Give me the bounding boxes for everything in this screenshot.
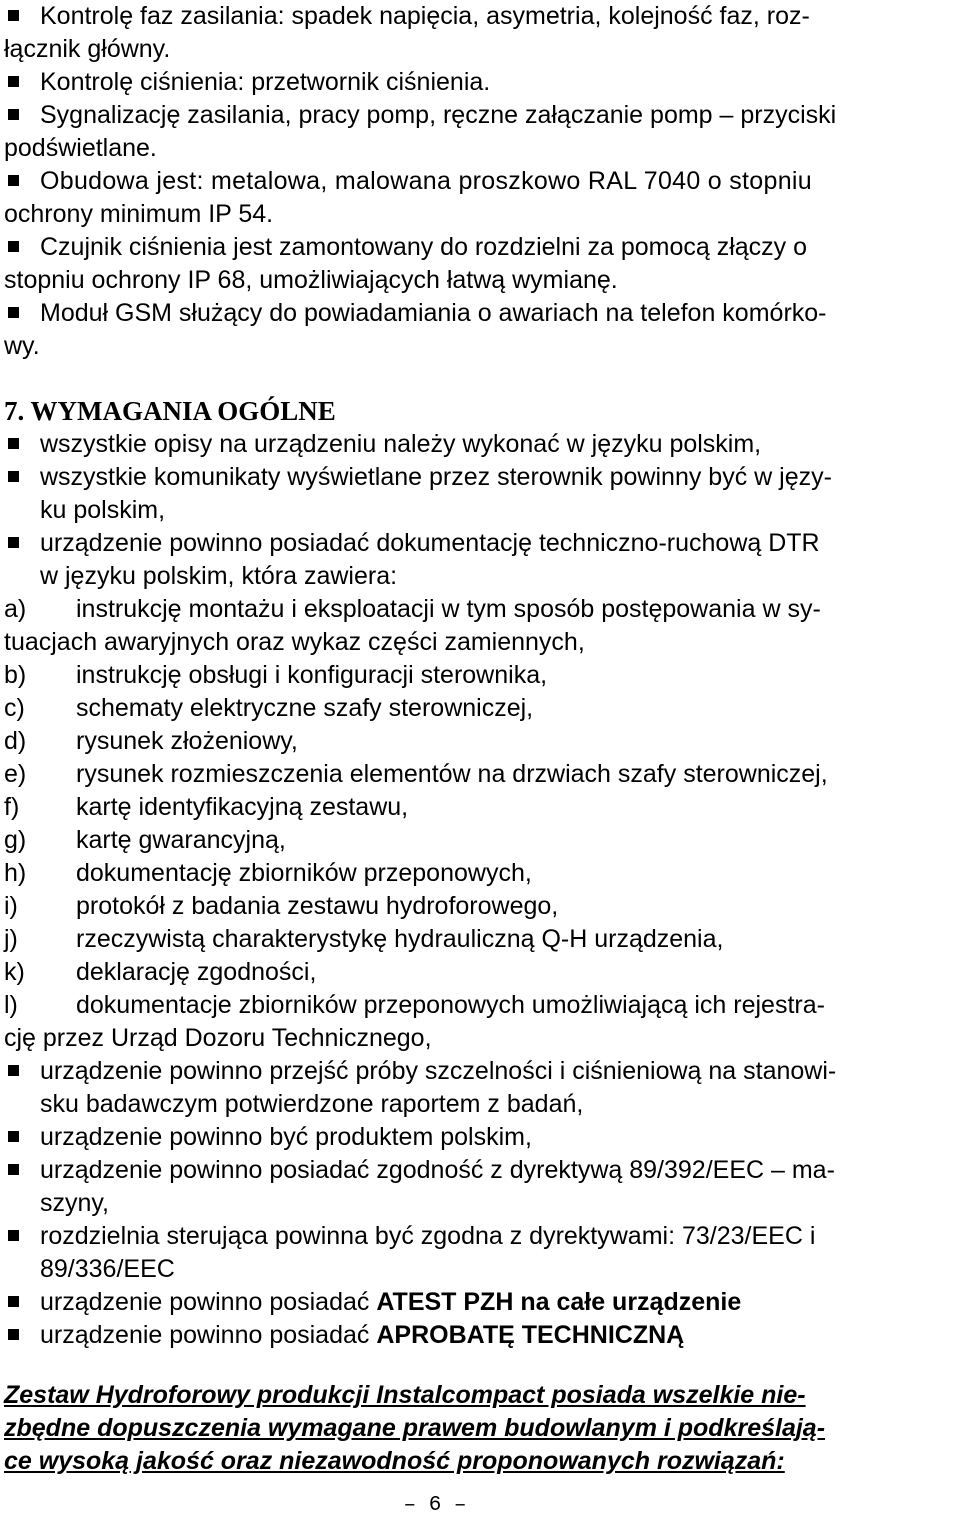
list-item-line: dokumentację zbiorników przeponowych, xyxy=(76,859,532,887)
list-item-line: kartę identyfikacyjną zestawu, xyxy=(76,793,409,821)
bullet-square-icon xyxy=(8,471,19,482)
bullet-square-icon xyxy=(8,241,19,252)
list-item-line: ku polskim, xyxy=(40,496,166,524)
list-item-line: Czujnik ciśnienia jest zamontowany do rozdzielni za pomocą złączy o xyxy=(40,233,808,261)
item-letter: a) xyxy=(4,595,27,623)
bullet-square-icon xyxy=(8,307,19,318)
list-item-line: ochrony minimum IP 54. xyxy=(4,200,274,228)
list-item-line: Moduł GSM służący do powiadamiania o awariach na telefon komórko- xyxy=(40,299,827,327)
list-item-line: rzeczywistą charakterystykę hydrauliczną Q-H urządzenia, xyxy=(76,925,724,953)
list-item-line: rysunek rozmieszczenia elementów na drzwiach szafy sterowniczej, xyxy=(76,760,828,788)
list-item-line: protokół z badania zestawu hydroforowego, xyxy=(76,892,559,920)
bullet-square-icon xyxy=(8,1131,19,1142)
item-letter: b) xyxy=(4,661,27,689)
item-letter: k) xyxy=(4,958,25,986)
list-item-line: schematy elektryczne szafy sterowniczej, xyxy=(76,694,534,722)
list-item-line: Sygnalizację zasilania, pracy pomp, ręczne załączanie pomp – przyciski xyxy=(40,101,837,129)
item-letter: j) xyxy=(4,925,18,953)
list-item-line xyxy=(40,1286,741,1319)
list-item-line: urządzenie powinno posiadać dokumentację techniczno-ruchową DTR xyxy=(40,529,820,557)
item-letter: i) xyxy=(4,892,18,920)
bullet-square-icon xyxy=(8,1164,19,1175)
bullet-square-icon xyxy=(8,1329,19,1340)
list-item-line: kartę gwarancyjną, xyxy=(76,826,286,854)
closing-line: zbędne dopuszczenia wymagane prawem budowlanym i podkreślają- xyxy=(4,1414,826,1442)
bullet-square-icon xyxy=(8,537,19,548)
item-letter: l) xyxy=(4,991,18,1019)
list-item-line: Kontrolę faz zasilania: spadek napięcia, asymetria, kolejność faz, roz- xyxy=(40,2,810,30)
list-item-line: Obudowa jest: metalowa, malowana proszkowo RAL 7040 o stopniu xyxy=(40,167,812,195)
item-letter: g) xyxy=(4,826,27,854)
list-item-line xyxy=(40,1319,684,1352)
list-item-line: wszystkie opisy na urządzeniu należy wykonać w języku polskim, xyxy=(40,430,762,458)
bullet-square-icon xyxy=(8,109,19,120)
item-letter: e) xyxy=(4,760,27,788)
list-item-line: rozdzielnia sterująca powinna być zgodna z dyrektywami: 73/23/EEC i xyxy=(40,1222,816,1250)
list-item-line: rysunek złożeniowy, xyxy=(76,727,298,755)
list-item-line: 89/336/EEC xyxy=(40,1255,175,1283)
list-item-line: wszystkie komunikaty wyświetlane przez sterownik powinny być w języ- xyxy=(40,463,832,491)
list-item-line: tuacjach awaryjnych oraz wykaz części zamiennych, xyxy=(4,628,585,656)
item-letter: h) xyxy=(4,859,27,887)
bold-requirement: ATEST PZH na całe urządzenie xyxy=(376,1288,742,1316)
list-item-line: wy. xyxy=(4,332,40,360)
bullet-square-icon xyxy=(8,438,19,449)
bullet-square-icon xyxy=(8,1230,19,1241)
bullet-square-icon xyxy=(8,10,19,21)
list-item-text: urządzenie powinno posiadać xyxy=(40,1321,377,1349)
list-item-line: dokumentacje zbiorników przeponowych umożliwiającą ich rejestra- xyxy=(76,991,825,1019)
bullet-square-icon xyxy=(8,1065,19,1076)
item-letter: c) xyxy=(4,694,25,722)
list-item-text: urządzenie powinno posiadać xyxy=(40,1288,377,1316)
bold-requirement: APROBATĘ TECHNICZNĄ xyxy=(376,1321,685,1349)
bullet-square-icon xyxy=(8,175,19,186)
list-item-line: urządzenie powinno być produktem polskim, xyxy=(40,1123,532,1151)
list-item-line: Kontrolę ciśnienia: przetwornik ciśnienia. xyxy=(40,68,491,96)
list-item-line: deklarację zgodności, xyxy=(76,958,317,986)
list-item-line: łącznik główny. xyxy=(4,35,171,63)
list-item-line: sku badawczym potwierdzone raportem z badań, xyxy=(40,1090,584,1118)
list-item-line: instrukcję obsługi i konfiguracji sterownika, xyxy=(76,661,548,689)
list-item-line: instrukcję montażu i eksploatacji w tym sposób postępowania w sy- xyxy=(76,595,821,623)
list-item-line: urządzenie powinno przejść próby szczelności i ciśnieniową na stanowi- xyxy=(40,1057,837,1085)
closing-line: Zestaw Hydroforowy produkcji Instalcompact posiada wszelkie nie- xyxy=(4,1381,806,1409)
list-item-line: w języku polskim, która zawiera: xyxy=(40,562,398,590)
bullet-square-icon xyxy=(8,76,19,87)
list-item-line: stopniu ochrony IP 68, umożliwiających łatwą wymianę. xyxy=(4,266,618,294)
page-number: – 6 – xyxy=(403,1494,467,1517)
closing-line: ce wysoką jakość oraz niezawodność proponowanych rozwiązań: xyxy=(4,1447,785,1475)
item-letter: f) xyxy=(4,793,20,821)
section-heading: 7. WYMAGANIA OGÓLNE xyxy=(4,396,336,426)
list-item-line: cję przez Urząd Dozoru Technicznego, xyxy=(4,1024,432,1052)
bullet-square-icon xyxy=(8,1296,19,1307)
list-item-line: szyny, xyxy=(40,1189,109,1217)
list-item-line: urządzenie powinno posiadać zgodność z dyrektywą 89/392/EEC – ma- xyxy=(40,1156,835,1184)
item-letter: d) xyxy=(4,727,27,755)
list-item-line: podświetlane. xyxy=(4,134,157,162)
